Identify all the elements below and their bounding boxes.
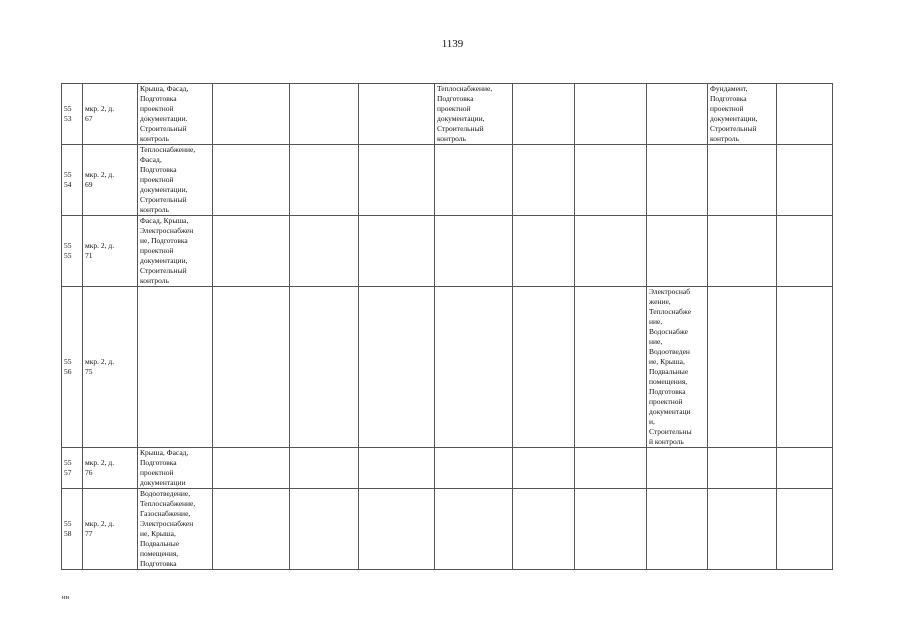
page-number: 1139 [441,38,464,50]
works-cell: Фасад, Крыша, Электроснабжен ие, Подготовка проектной документации, Строительный контроль [138,216,213,287]
empty-cell [359,489,435,570]
table-row [62,145,833,216]
address-cell: мкр. 2, д. 69 [83,145,138,216]
empty-cell [138,287,213,448]
empty-cell [513,489,575,570]
empty-cell [435,489,513,570]
works-cell: Крыша, Фасад, Подготовка проектной документации. Строительный контроль [138,84,213,145]
table-row [62,287,833,448]
works-cell: Электроснаб жение, Теплоснабже ние, Водоснабже ние, Водоотведен ие, Крыша, Подвальные помещения, Подготовка проектной документаци и, Строительны й контроль [647,287,708,448]
empty-cell [777,489,833,570]
table-row [62,216,833,287]
row-number: 55 57 [62,448,83,489]
empty-cell [647,448,708,489]
row-number: 55 58 [62,489,83,570]
table-row [62,489,833,570]
empty-cell [513,84,575,145]
empty-cell [359,448,435,489]
table-row [62,448,833,489]
empty-cell [647,489,708,570]
empty-cell [575,216,647,287]
empty-cell [435,287,513,448]
empty-cell [513,448,575,489]
empty-cell [777,145,833,216]
works-cell: Водоотведение, Теплоснабжение, Газоснабжение, Электроснабжен ие, Крыша, Подвальные помещения, Подготовка [138,489,213,570]
address-cell: мкр. 2, д. 67 [83,84,138,145]
empty-cell [290,287,359,448]
row-number: 55 53 [62,84,83,145]
empty-cell [513,216,575,287]
empty-cell [290,448,359,489]
table-row [62,84,833,145]
empty-cell [647,216,708,287]
empty-cell [290,216,359,287]
empty-cell [708,287,777,448]
empty-cell [213,216,290,287]
address-cell: мкр. 2, д. 75 [83,287,138,448]
works-table [61,83,833,570]
empty-cell [435,216,513,287]
empty-cell [213,145,290,216]
empty-cell [290,84,359,145]
empty-cell [708,145,777,216]
works-cell: Фундамент, Подготовка проектной документации, Строительный контроль [708,84,777,145]
footer-mark: нн [62,594,69,601]
empty-cell [290,145,359,216]
works-cell: Крыша, Фасад, Подготовка проектной документации [138,448,213,489]
empty-cell [290,489,359,570]
empty-cell [575,145,647,216]
empty-cell [213,84,290,145]
empty-cell [359,145,435,216]
address-cell: мкр. 2, д. 77 [83,489,138,570]
works-cell: Теплоснабжение, Подготовка проектной документации, Строительный контроль [435,84,513,145]
row-number: 55 55 [62,216,83,287]
empty-cell [575,489,647,570]
empty-cell [647,84,708,145]
empty-cell [708,448,777,489]
empty-cell [647,145,708,216]
empty-cell [777,287,833,448]
empty-cell [513,145,575,216]
works-cell: Теплоснабжение, Фасад, Подготовка проектной документации, Строительный контроль [138,145,213,216]
empty-cell [359,287,435,448]
empty-cell [513,287,575,448]
empty-cell [435,448,513,489]
empty-cell [575,84,647,145]
address-cell: мкр. 2, д. 71 [83,216,138,287]
address-cell: мкр. 2, д. 76 [83,448,138,489]
empty-cell [359,216,435,287]
empty-cell [435,145,513,216]
empty-cell [575,287,647,448]
empty-cell [777,216,833,287]
empty-cell [213,489,290,570]
row-number: 55 54 [62,145,83,216]
empty-cell [213,287,290,448]
empty-cell [359,84,435,145]
empty-cell [708,489,777,570]
empty-cell [777,448,833,489]
empty-cell [575,448,647,489]
row-number: 55 56 [62,287,83,448]
empty-cell [708,216,777,287]
empty-cell [777,84,833,145]
empty-cell [213,448,290,489]
